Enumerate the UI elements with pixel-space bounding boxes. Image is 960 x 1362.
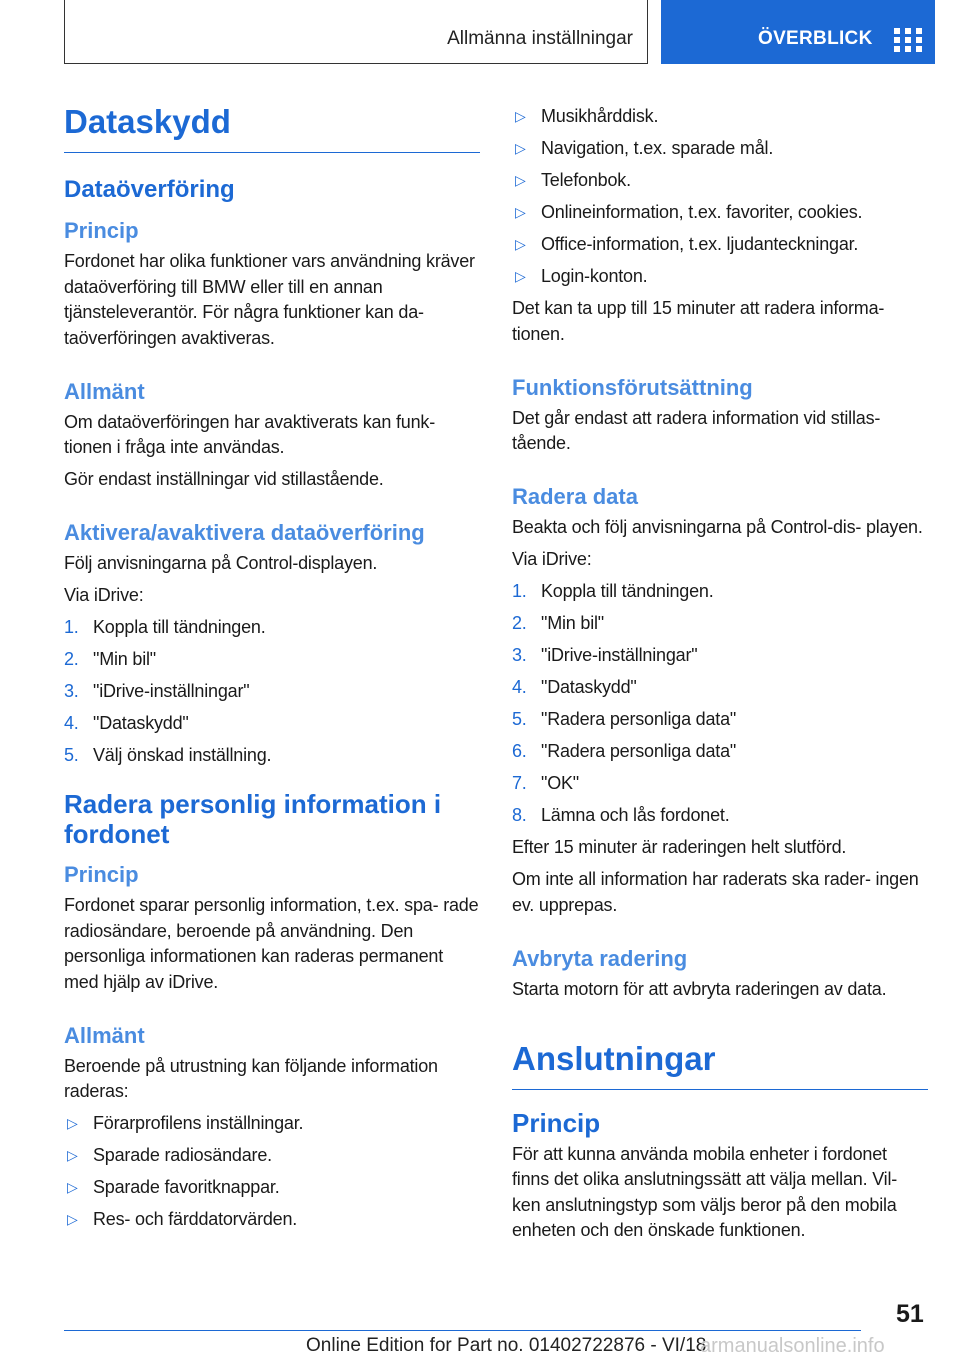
bullet-text: Navigation, t.ex. sparade mål.	[541, 138, 774, 158]
allmant-heading: Allmänt	[64, 378, 145, 404]
triangle-bullet-icon: ▷	[515, 236, 526, 252]
bullet-text: Musikhårddisk.	[541, 106, 659, 126]
triangle-bullet-icon: ▷	[67, 1147, 78, 1163]
allmant-heading-2: Allmänt	[64, 1022, 145, 1048]
radera-data-text-2: Via iDrive:	[512, 549, 592, 569]
radera-steps	[512, 579, 928, 829]
list-item	[512, 232, 928, 258]
overview-button[interactable]	[661, 0, 935, 64]
list-item	[64, 743, 480, 769]
footer-divider	[64, 1330, 861, 1331]
list-item	[512, 200, 928, 226]
aktivera-heading: Aktivera/avaktivera dataöverföring	[64, 520, 425, 545]
aktivera-steps	[64, 615, 480, 769]
list-item	[512, 771, 928, 797]
step-number: 4.	[64, 713, 79, 733]
page-title: Dataskydd	[64, 103, 231, 140]
step-text: "iDrive-inställningar"	[541, 645, 698, 665]
triangle-bullet-icon: ▷	[67, 1179, 78, 1195]
allmant-text-1: Om dataöverföringen har avaktiverats kan funk- tionen i fråga inte användas.	[64, 411, 435, 457]
princip-heading-2: Princip	[64, 862, 139, 887]
anslutningar-title-block	[512, 1037, 928, 1090]
funktionsforutsattning-heading: Funktionsförutsättning	[512, 374, 753, 400]
radera-personlig-heading: Radera personlig information i fordonet	[64, 789, 442, 849]
list-item	[512, 675, 928, 701]
rp-allmant-text: Beroende på utrustning kan följande information raderas:	[64, 1055, 438, 1101]
watermark: armanualsonline.info	[700, 1335, 885, 1357]
step-text: Välj önskad inställning.	[93, 745, 272, 765]
bullet-text: Telefonbok.	[541, 170, 631, 190]
step-number: 1.	[512, 581, 527, 601]
list-item	[512, 739, 928, 765]
triangle-bullet-icon: ▷	[515, 172, 526, 188]
step-number: 3.	[64, 681, 79, 701]
triangle-bullet-icon: ▷	[515, 268, 526, 284]
bullet-text: Onlineinformation, t.ex. favoriter, cookies.	[541, 202, 863, 222]
step-text: "Dataskydd"	[541, 677, 637, 697]
bullet-text: Förarprofilens inställningar.	[93, 1113, 304, 1133]
data-bullet-list	[512, 104, 928, 290]
step-number: 3.	[512, 645, 527, 665]
step-text: "Radera personliga data"	[541, 709, 737, 729]
step-number: 8.	[512, 805, 527, 825]
list-item	[512, 264, 928, 290]
step-number: 5.	[512, 709, 527, 729]
bullet-text: Sparade favoritknappar.	[93, 1177, 280, 1197]
step-text: "iDrive-inställningar"	[93, 681, 250, 701]
list-item	[512, 643, 928, 669]
triangle-bullet-icon: ▷	[515, 108, 526, 124]
step-number: 1.	[64, 617, 79, 637]
list-item	[64, 1207, 480, 1233]
radera-data-heading: Radera data	[512, 484, 638, 509]
funk-text: Det går endast att radera information vid stillas- tående.	[512, 407, 881, 453]
radera-time-text: Det kan ta upp till 15 minuter att radera informa- tionen.	[512, 298, 885, 344]
radera-data-text-3: Efter 15 minuter är raderingen helt slutförd.	[512, 837, 847, 857]
avbryta-heading: Avbryta radering	[512, 945, 688, 971]
anslutningar-title: Anslutningar	[512, 1039, 716, 1077]
step-text: "Min bil"	[541, 613, 604, 633]
list-item	[64, 1111, 480, 1137]
step-text: Koppla till tändningen.	[93, 617, 266, 637]
list-item	[64, 615, 480, 641]
step-text: Lämna och lås fordonet.	[541, 805, 730, 825]
list-item	[512, 168, 928, 194]
step-text: "Radera personliga data"	[541, 741, 737, 761]
aktivera-text-2: Via iDrive:	[64, 585, 144, 605]
rp-bullet-list	[64, 1111, 480, 1233]
list-item	[64, 679, 480, 705]
dataskydd-title-block	[64, 100, 480, 153]
right-column	[512, 104, 928, 1250]
rp-princip-text: Fordonet sparar personlig information, t.ex. spa- rade radiosändare, beroende på användning. Den personliga informationen kan raderas permanent med hjälp av iDrive.	[64, 895, 479, 992]
header-section-box	[64, 0, 648, 64]
radera-data-text-1: Beakta och följ anvisningarna på Control-dis- playen.	[512, 517, 923, 537]
list-item	[512, 611, 928, 637]
list-item	[512, 136, 928, 162]
triangle-bullet-icon: ▷	[67, 1211, 78, 1227]
aktivera-text-1: Följ anvisningarna på Control-displayen.	[64, 553, 378, 573]
step-number: 6.	[512, 741, 527, 761]
header-section-title: Allmänna inställningar	[447, 28, 633, 49]
step-text: "Min bil"	[93, 649, 156, 669]
allmant-text-2: Gör endast inställningar vid stillastående.	[64, 469, 384, 489]
bullet-text: Login-konton.	[541, 266, 648, 286]
step-number: 7.	[512, 773, 527, 793]
footer-edition: Online Edition for Part no. 01402722876 - VI/18	[306, 1335, 707, 1356]
page-number: 51	[896, 1300, 924, 1328]
step-number: 2.	[64, 649, 79, 669]
list-item	[64, 711, 480, 737]
avbryta-text: Starta motorn för att avbryta raderingen av data.	[512, 978, 887, 999]
step-number: 4.	[512, 677, 527, 697]
princip-text: Fordonet har olika funktioner vars användning kräver dataöverföring till BMW eller till en annan tjänsteleverantör. För några funktioner kan da- taöverföringen avaktiveras.	[64, 251, 475, 348]
left-column	[64, 100, 480, 1239]
grid-icon	[894, 28, 922, 52]
triangle-bullet-icon: ▷	[67, 1115, 78, 1131]
bullet-text: Office-information, t.ex. ljudanteckningar.	[541, 234, 859, 254]
step-number: 5.	[64, 745, 79, 765]
list-item	[512, 104, 928, 130]
dataoverforing-heading: Dataöverföring	[64, 176, 235, 203]
step-text: "OK"	[541, 773, 579, 793]
step-number: 2.	[512, 613, 527, 633]
radera-data-text-4: Om inte all information har raderats ska rader- ingen ev. upprepas.	[512, 869, 919, 915]
triangle-bullet-icon: ▷	[515, 140, 526, 156]
bullet-text: Sparade radiosändare.	[93, 1145, 272, 1165]
list-item	[512, 579, 928, 605]
bullet-text: Res- och färddatorvärden.	[93, 1209, 298, 1229]
list-item	[512, 803, 928, 829]
overview-label: ÖVERBLICK	[758, 28, 873, 49]
list-item	[512, 707, 928, 733]
list-item	[64, 1143, 480, 1169]
step-text: "Dataskydd"	[93, 713, 189, 733]
triangle-bullet-icon: ▷	[515, 204, 526, 220]
list-item	[64, 1175, 480, 1201]
ans-princip-heading: Princip	[512, 1107, 601, 1138]
ans-princip-text: För att kunna använda mobila enheter i fordonet finns det olika anslutningssätt att välja mellan. Vil- ken anslutningstyp som väljs beror på den mobila enheten och den önskade funktionen.	[512, 1143, 898, 1240]
step-text: Koppla till tändningen.	[541, 581, 714, 601]
princip-heading: Princip	[64, 218, 139, 243]
list-item	[64, 647, 480, 673]
